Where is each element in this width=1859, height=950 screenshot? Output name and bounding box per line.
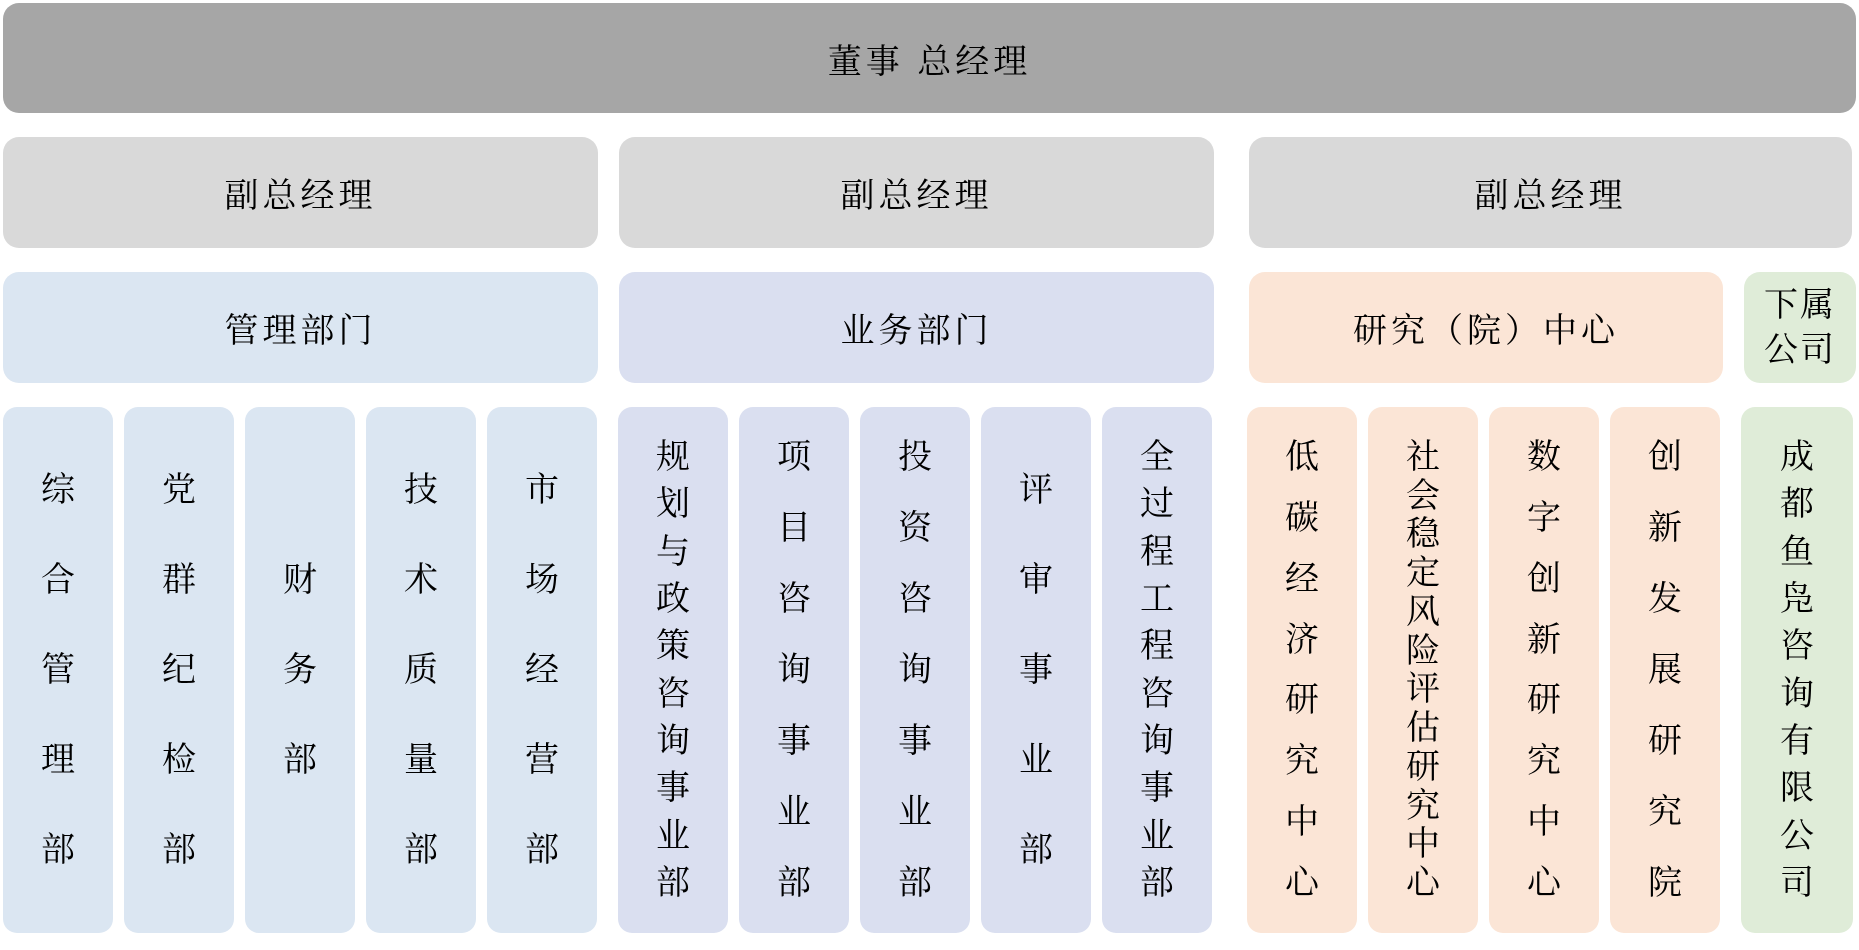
- department-box: [739, 407, 849, 933]
- department-box: [3, 407, 113, 933]
- category-row: [3, 272, 1856, 383]
- departments-row: [3, 407, 1856, 933]
- department-label: 投 资 咨 询 事 业 部: [898, 438, 932, 902]
- deputy-label-1: 副总经理: [224, 177, 377, 215]
- deputy-box-2: [619, 137, 1214, 248]
- category-subsidiary: [1744, 272, 1856, 383]
- category-research-label: 研究（院）中心: [1353, 312, 1619, 350]
- department-box: [981, 407, 1091, 933]
- category-management: [3, 272, 598, 383]
- department-box: [1489, 407, 1599, 933]
- deputy-box-1: [3, 137, 598, 248]
- department-box: [1102, 407, 1212, 933]
- deputy-label-3: 副总经理: [1474, 177, 1627, 215]
- deputy-row: [3, 137, 1856, 248]
- management-departments: [3, 407, 597, 933]
- department-box: [860, 407, 970, 933]
- department-label: 全 过 程 工 程 咨 询 事 业 部: [1140, 438, 1174, 902]
- root-box: [3, 3, 1856, 113]
- department-label: 社 会 稳 定 风 险 评 估 研 究 中 心: [1406, 438, 1440, 902]
- department-label: 党 群 纪 检 部: [162, 471, 196, 869]
- department-box: [1247, 407, 1357, 933]
- department-label: 低 碳 经 济 研 究 中 心: [1285, 438, 1319, 902]
- department-label: 财 务 部: [283, 561, 317, 779]
- category-research: [1249, 272, 1723, 383]
- department-label: 项 目 咨 询 事 业 部: [777, 438, 811, 902]
- department-box: [245, 407, 355, 933]
- deputy-box-3: [1249, 137, 1852, 248]
- business-departments: [618, 407, 1212, 933]
- department-label: 成 都 鱼 凫 咨 询 有 限 公 司: [1780, 438, 1814, 902]
- department-label: 市 场 经 营 部: [525, 471, 559, 869]
- department-box: [366, 407, 476, 933]
- department-box: [124, 407, 234, 933]
- category-management-label: 管理部门: [224, 312, 377, 350]
- department-label: 技 术 质 量 部: [404, 471, 438, 869]
- department-label: 创 新 发 展 研 究 院: [1648, 438, 1682, 902]
- deputy-label-2: 副总经理: [840, 177, 993, 215]
- category-business: [619, 272, 1214, 383]
- department-label: 数 字 创 新 研 究 中 心: [1527, 438, 1561, 902]
- department-label: 评 审 事 业 部: [1019, 471, 1053, 869]
- department-label: 综 合 管 理 部: [41, 471, 75, 869]
- department-label: 规 划 与 政 策 咨 询 事 业 部: [656, 438, 690, 902]
- department-box: [1741, 407, 1853, 933]
- category-business-label: 业务部门: [840, 312, 993, 350]
- department-box: [1610, 407, 1720, 933]
- root-label: 董事 总经理: [827, 42, 1032, 81]
- department-box: [487, 407, 597, 933]
- subsidiary-company: [1741, 407, 1853, 933]
- department-box: [618, 407, 728, 933]
- category-subsidiary-label: 下属公司: [1764, 285, 1836, 369]
- research-centers: [1247, 407, 1720, 933]
- department-box: [1368, 407, 1478, 933]
